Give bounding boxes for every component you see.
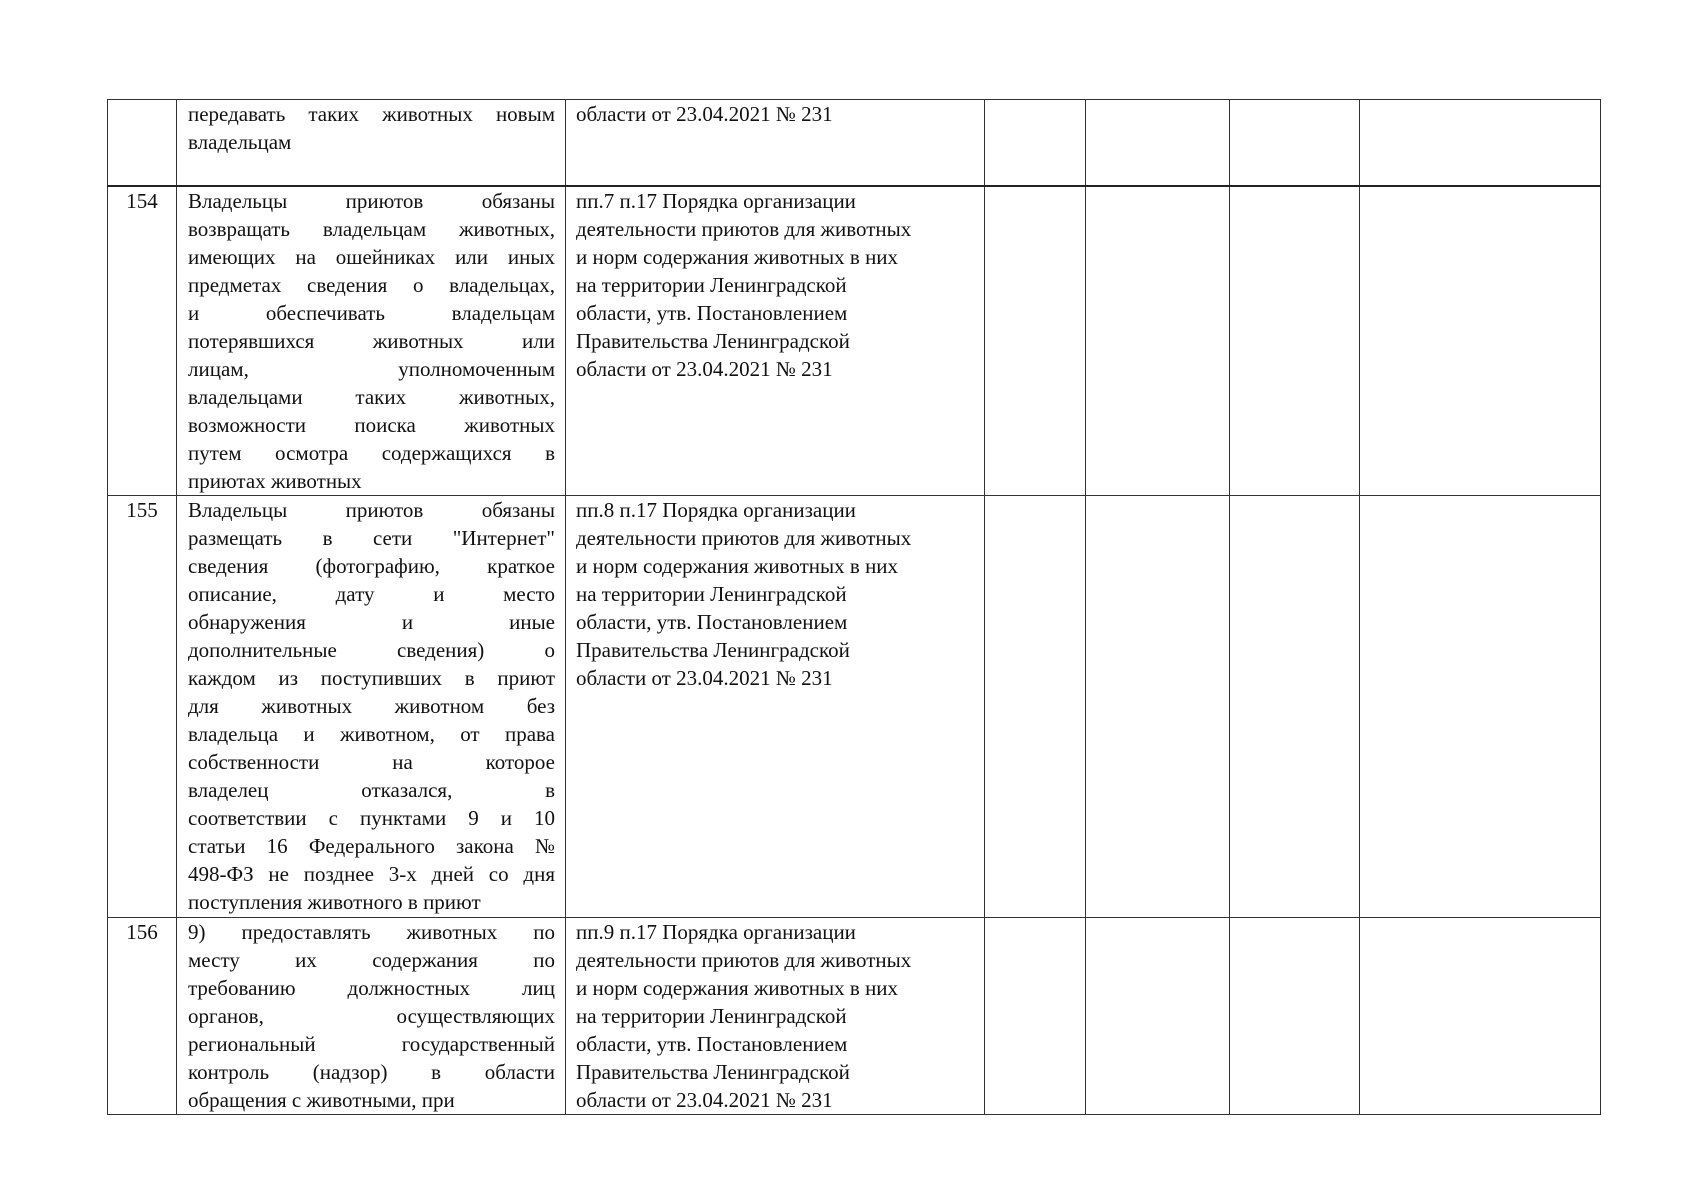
- requirement-line: путем осмотра содержащихся в: [188, 440, 555, 465]
- requirement-line: передавать таких животных новым: [188, 102, 555, 126]
- requirement-line: владельцам: [188, 130, 292, 154]
- legal-source-line: пп.9 п.17 Порядка организации: [576, 920, 856, 944]
- requirement-line: имеющих на ошейниках или иных: [188, 244, 555, 269]
- answer-yes-cell: [985, 186, 1086, 496]
- requirement-line: 9) предоставлять животных по: [188, 920, 555, 944]
- answer-yes-cell: [985, 918, 1086, 1115]
- requirement-line: контроль (надзор) в области: [188, 1060, 555, 1084]
- legal-source-line: области, утв. Постановлением: [576, 610, 848, 634]
- requirement-line: органов, осуществляющих: [188, 1004, 555, 1028]
- legal-source-line: области от 23.04.2021 № 231: [576, 666, 833, 690]
- requirement-cell: [177, 496, 566, 918]
- legal-source-line: деятельности приютов для животных: [576, 948, 912, 972]
- requirement-line: 498-ФЗ не позднее 3-х дней со дня: [188, 862, 555, 886]
- requirement-line: предметах сведения о владельцах,: [188, 272, 555, 297]
- legal-source-line: области от 23.04.2021 № 231: [576, 102, 833, 126]
- requirement-line: потерявшихся животных или: [188, 328, 555, 353]
- requirement-line: собственности на которое: [188, 750, 555, 774]
- legal-source-line: Правительства Ленинградской: [576, 328, 850, 353]
- legal-source-cell: [566, 100, 985, 186]
- requirement-line: для животных животном без: [188, 694, 555, 718]
- requirement-line: возвращать владельцам животных,: [188, 216, 555, 241]
- row-number-cell: [108, 100, 177, 186]
- answer-yes-cell: [985, 496, 1086, 918]
- legal-source-line: Правительства Ленинградской: [576, 638, 850, 662]
- requirement-cell: [177, 186, 566, 496]
- legal-source-line: на территории Ленинградской: [576, 582, 847, 606]
- requirement-line: обнаружения и иные: [188, 610, 555, 634]
- legal-source-line: и норм содержания животных в них: [576, 554, 899, 578]
- requirement-line: описание, дату и место: [188, 582, 555, 606]
- requirement-line: возможности поиска животных: [188, 412, 555, 437]
- requirement-line: соответствии с пунктами 9 и 10: [188, 806, 555, 830]
- requirement-line: владелец отказался, в: [188, 778, 555, 802]
- answer-no-cell: [1086, 918, 1230, 1115]
- legal-source-line: и норм содержания животных в них: [576, 976, 899, 1000]
- legal-source-line: деятельности приютов для животных: [576, 216, 912, 241]
- not-applicable-cell: [1230, 496, 1360, 918]
- legal-source-line: области, утв. Постановлением: [576, 1032, 848, 1056]
- requirement-line: и обеспечивать владельцам: [188, 300, 555, 325]
- requirement-line: размещать в сети "Интернет": [188, 526, 555, 550]
- legal-source-line: области от 23.04.2021 № 231: [576, 1088, 833, 1112]
- requirement-line: региональный государственный: [188, 1032, 555, 1056]
- legal-source-cell: [566, 918, 985, 1115]
- table-row: [108, 918, 1601, 1115]
- requirement-line: обращения с животными, при: [188, 1088, 455, 1112]
- requirement-line: поступления животного в приют: [188, 890, 481, 914]
- note-cell: [1360, 496, 1601, 918]
- legal-source-line: Правительства Ленинградской: [576, 1060, 850, 1084]
- not-applicable-cell: [1230, 186, 1360, 496]
- row-number: 154: [126, 188, 158, 213]
- legal-source-line: на территории Ленинградской: [576, 1004, 847, 1028]
- answer-yes-cell: [985, 100, 1086, 186]
- answer-no-cell: [1086, 100, 1230, 186]
- legal-source-line: пп.8 п.17 Порядка организации: [576, 498, 856, 522]
- legal-source-line: и норм содержания животных в них: [576, 244, 899, 269]
- answer-no-cell: [1086, 496, 1230, 918]
- legal-source-cell: [566, 496, 985, 918]
- legal-source-line: на территории Ленинградской: [576, 272, 847, 297]
- requirement-line: Владельцы приютов обязаны: [188, 498, 555, 522]
- requirement-line: дополнительные сведения) о: [188, 638, 555, 662]
- row-number: 156: [126, 920, 158, 944]
- regulation-table: [107, 99, 1601, 1115]
- not-applicable-cell: [1230, 100, 1360, 186]
- note-cell: [1360, 100, 1601, 186]
- legal-source-line: деятельности приютов для животных: [576, 526, 912, 550]
- legal-source-line: области от 23.04.2021 № 231: [576, 356, 833, 381]
- note-cell: [1360, 918, 1601, 1115]
- requirement-line: приютах животных: [188, 468, 362, 493]
- row-number: 155: [126, 498, 158, 522]
- table-body: [108, 100, 1601, 1115]
- legal-source-line: пп.7 п.17 Порядка организации: [576, 188, 856, 213]
- requirement-line: месту их содержания по: [188, 948, 555, 972]
- requirement-line: Владельцы приютов обязаны: [188, 188, 555, 213]
- row-number-cell: [108, 918, 177, 1115]
- requirement-line: владельца и животном, от права: [188, 722, 555, 746]
- requirement-line: владельцами таких животных,: [188, 384, 555, 409]
- requirement-line: требованию должностных лиц: [188, 976, 555, 1000]
- row-number-cell: [108, 186, 177, 496]
- requirement-cell: [177, 918, 566, 1115]
- row-number-cell: [108, 496, 177, 918]
- table-row: [108, 496, 1601, 918]
- requirement-line: статьи 16 Федерального закона №: [188, 834, 555, 858]
- requirement-line: каждом из поступивших в приют: [188, 666, 555, 690]
- legal-source-cell: [566, 186, 985, 496]
- table-row: [108, 186, 1601, 496]
- answer-no-cell: [1086, 186, 1230, 496]
- requirement-line: сведения (фотографию, краткое: [188, 554, 555, 578]
- table-row: [108, 100, 1601, 186]
- note-cell: [1360, 186, 1601, 496]
- not-applicable-cell: [1230, 918, 1360, 1115]
- requirement-cell: [177, 100, 566, 186]
- legal-source-line: области, утв. Постановлением: [576, 300, 848, 325]
- requirement-line: лицам, уполномоченным: [188, 356, 555, 381]
